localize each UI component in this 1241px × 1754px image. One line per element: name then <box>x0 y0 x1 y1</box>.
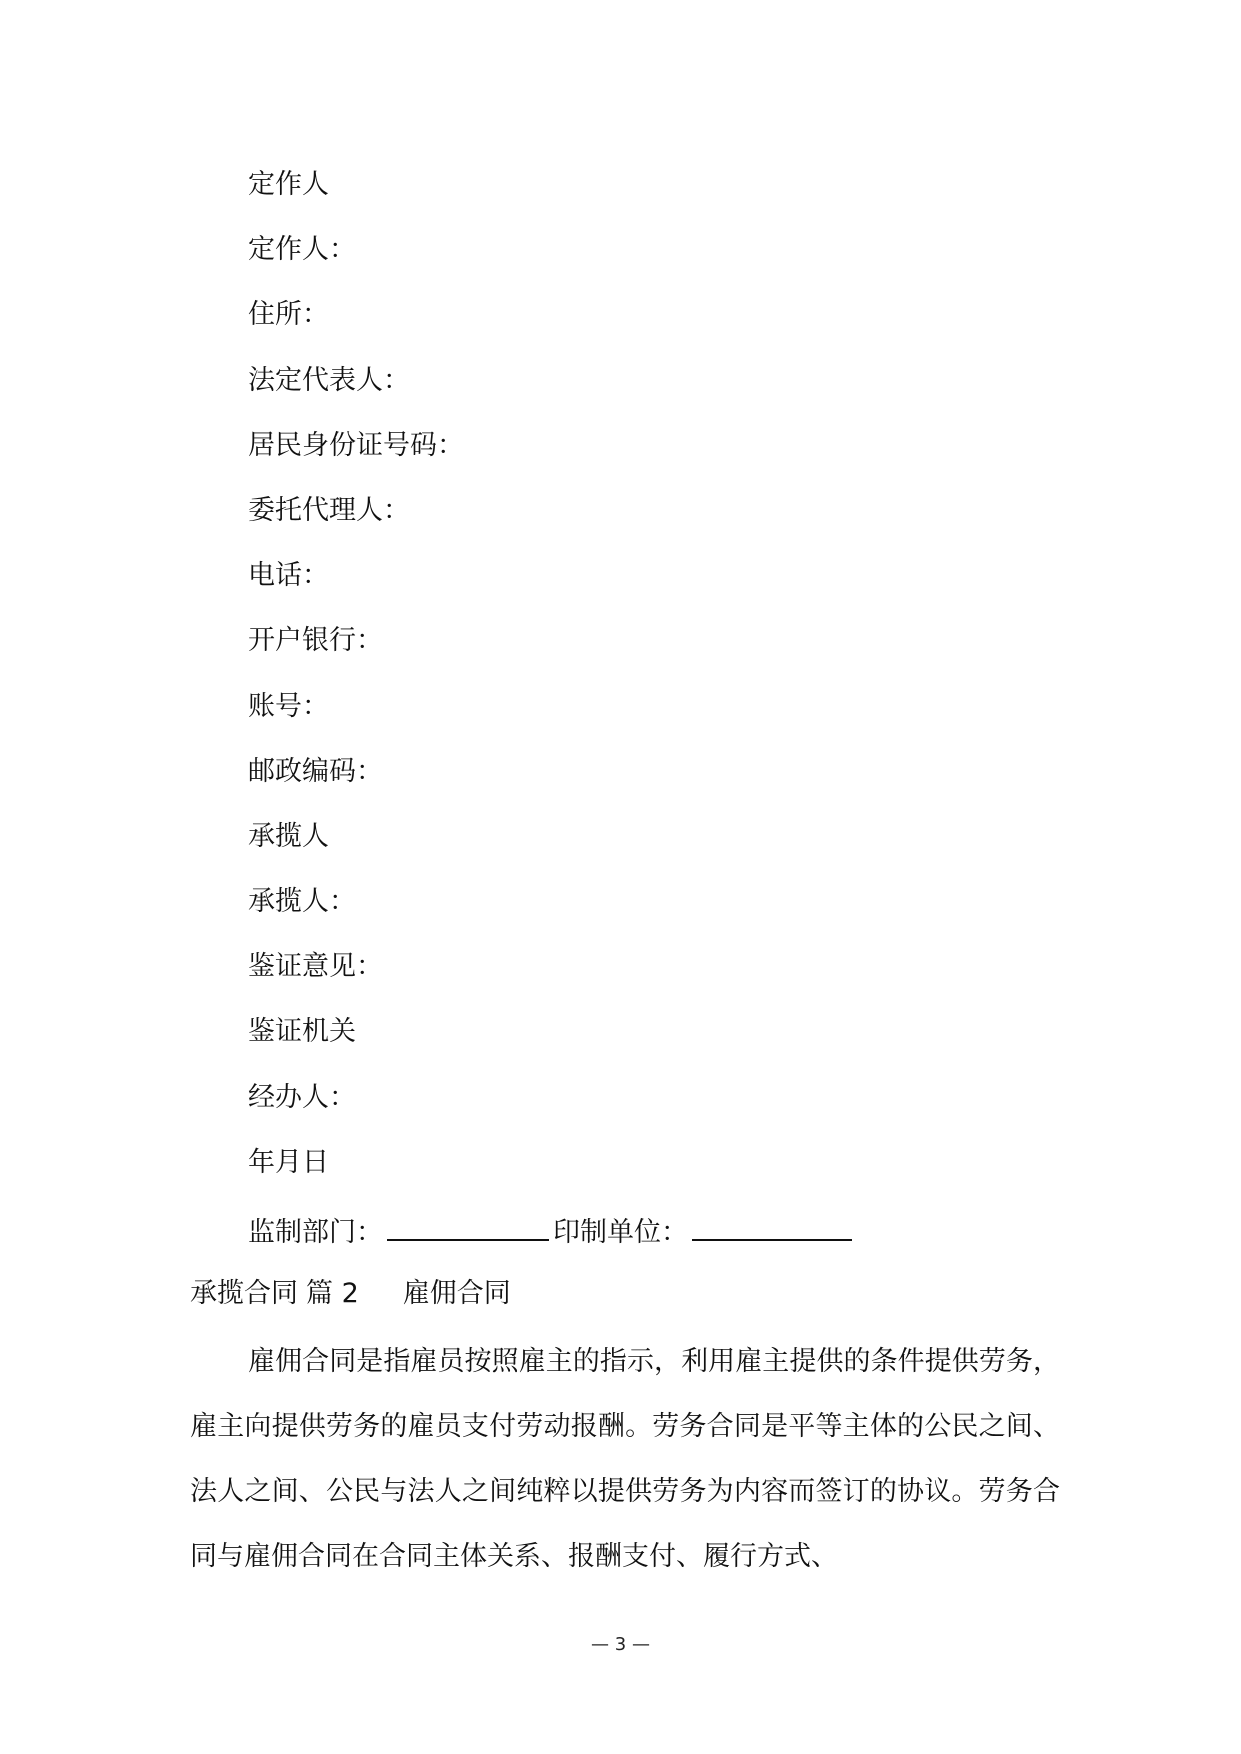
print-info-line <box>248 1205 856 1258</box>
section-part: 篇 2 <box>306 1278 359 1309</box>
field-label: 定作人 <box>248 169 329 200</box>
field-label: 承揽人： <box>248 886 356 918</box>
section-subtitle: 雇佣合同 <box>402 1278 511 1309</box>
field-label: 电话： <box>248 560 329 592</box>
section-title: 承揽合同 <box>190 1278 298 1309</box>
printer-label: 印制单位： <box>553 1217 688 1248</box>
field-label: 承揽人 <box>248 820 329 852</box>
page-number: — 3 — <box>591 1634 650 1655</box>
party-field-list <box>248 152 464 1195</box>
field-label: 邮政编码： <box>248 755 383 787</box>
printer-blank <box>692 1205 852 1241</box>
field-label: 账号： <box>248 690 329 722</box>
field-label: 经办人： <box>248 1081 356 1113</box>
field-label: 法定代表人： <box>248 364 410 396</box>
field-label: 开户银行： <box>248 625 383 657</box>
field-label: 定作人： <box>248 234 356 266</box>
field-label: 住所： <box>248 299 329 331</box>
field-label: 鉴证机关 <box>248 1016 356 1048</box>
field-label: 居民身份证号码： <box>248 429 464 461</box>
section-heading <box>190 1269 511 1319</box>
body-paragraph: 雇佣合同是指雇员按照雇主的指示，利用雇主提供的条件提供劳务，雇主向提供劳务的雇员支付劳动报酬。劳务合同是平等主体的公民之间、法人之间、公民与法人之间纯粹以提供劳务为内容而签订的协议。劳务合同与雇佣合同在合同主体关系、报酬支付、履行方式、 <box>190 1346 1060 1572</box>
field-label: 年月日 <box>248 1146 329 1178</box>
field-label: 鉴证意见： <box>248 951 383 983</box>
supervisor-blank <box>387 1205 549 1241</box>
supervisor-label: 监制部门： <box>248 1217 383 1248</box>
field-label: 委托代理人： <box>248 494 410 526</box>
